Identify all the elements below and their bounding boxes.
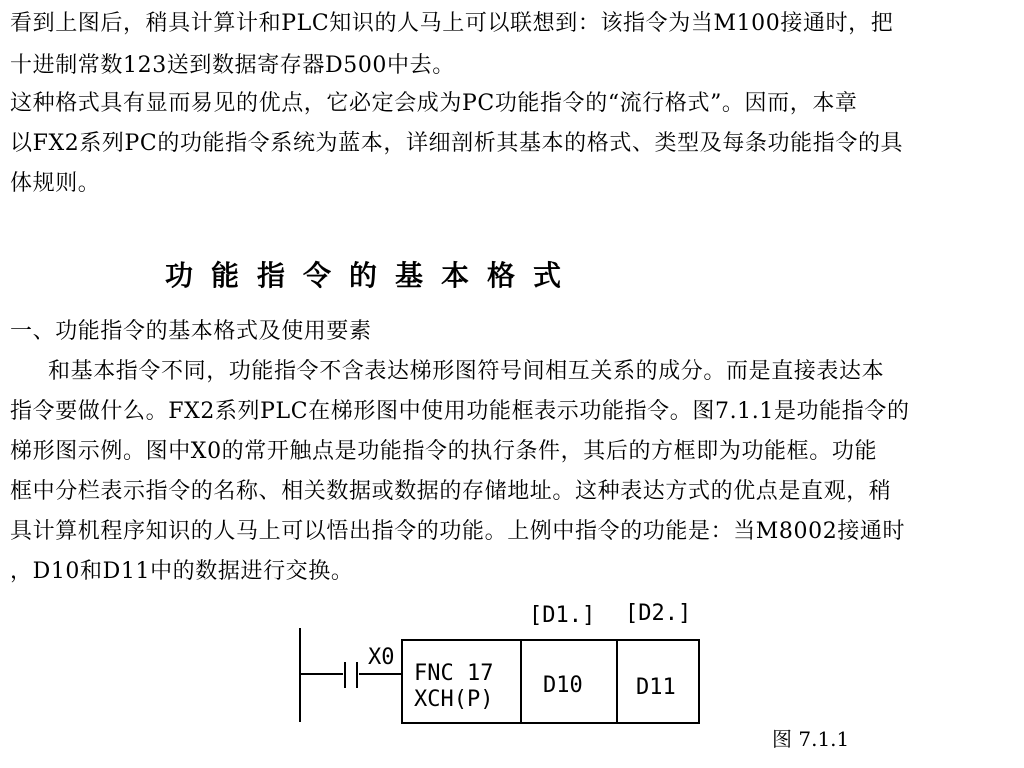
- function-code: FNC 17: [414, 661, 494, 686]
- paragraph-line: 这种格式具有显而易见的优点，它必定会成为PC功能指令的“流行格式”。因而，本章: [10, 91, 858, 116]
- subsection-heading: 一、功能指令的基本格式及使用要素: [10, 319, 372, 344]
- body-line: 指令要做什么。FX2系列PLC在梯形图中使用功能框表示功能指令。图7.1.1是功能指令的: [10, 399, 910, 424]
- contact-label: X0: [368, 645, 395, 670]
- body-line: 和基本指令不同，功能指令不含表达梯形图符号间相互关系的成分。而是直接表达本: [48, 359, 885, 384]
- paragraph-line: 体规则。: [10, 171, 101, 196]
- operand-header-2: [D2.]: [625, 601, 692, 626]
- paragraph-line: 以FX2系列PC的功能指令系统为蓝本，详细剖析其基本的格式、类型及每条功能指令的具: [10, 131, 904, 156]
- body-line: ，D10和D11中的数据进行交换。: [10, 559, 354, 584]
- operand-2: D11: [636, 675, 676, 700]
- paragraph-line: 十进制常数123送到数据寄存器D500中去。: [10, 53, 455, 78]
- section-title: 功能指令的基本格式: [165, 259, 580, 292]
- operand-1: D10: [543, 673, 583, 698]
- body-line: 框中分栏表示指令的名称、相关数据或数据的存储地址。这种表达方式的优点是直观，稍: [10, 479, 892, 504]
- instruction-mnemonic: XCH(P): [414, 687, 494, 712]
- body-line: 梯形图示例。图中X0的常开触点是功能指令的执行条件，其后的方框即为功能框。功能: [10, 439, 878, 464]
- figure-caption: 图 7.1.1: [772, 727, 850, 751]
- operand-header-1: [D1.]: [529, 603, 596, 628]
- body-line: 具计算机程序知识的人马上可以悟出指令的功能。上例中指令的功能是：当M8002接通时: [10, 519, 906, 544]
- paragraph-line: 看到上图后，稍具计算计和PLC知识的人马上可以联想到：该指令为当M100接通时，把: [10, 11, 894, 36]
